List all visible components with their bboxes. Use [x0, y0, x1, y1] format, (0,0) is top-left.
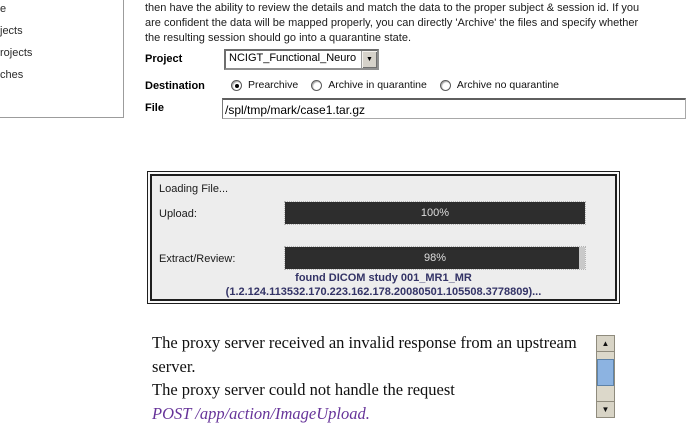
scroll-up-button[interactable] [597, 336, 614, 352]
upload-label: Upload: [159, 208, 197, 220]
file-label: File [145, 102, 164, 114]
radio-prearchive[interactable] [231, 80, 242, 91]
image-upload-request-link[interactable]: POST /app/action/ImageUpload. [152, 403, 370, 423]
destination-label: Destination [145, 80, 205, 92]
loading-panel-inner [150, 174, 617, 301]
extract-review-progress-value: 98% [423, 252, 447, 264]
upload-progress-value: 100% [420, 207, 450, 219]
radio-option-prearchive[interactable] [231, 79, 298, 91]
extract-review-progress-bar [285, 247, 585, 269]
sidebar-panel [0, 0, 124, 118]
chevron-down-icon[interactable]: ▼ [361, 51, 377, 68]
project-label: Project [145, 53, 183, 65]
proxy-error-line1: The proxy server received an invalid response from an upstream [152, 333, 577, 352]
radio-option-archive-quarantine[interactable] [311, 79, 427, 91]
proxy-error-message [152, 331, 577, 425]
dicom-status-line2: (1.2.124.113532.170.223.162.178.20080501.105508.3778809)... [225, 286, 542, 298]
radio-prearchive-label: Prearchive [248, 79, 299, 91]
loading-panel [147, 171, 620, 304]
sidebar-item-1[interactable]: e [0, 3, 7, 15]
proxy-error-line2: server. [152, 356, 196, 376]
upload-progress-bar [285, 202, 585, 224]
loading-title: Loading File... [159, 183, 229, 195]
file-input[interactable] [222, 98, 686, 119]
extract-review-label: Extract/Review: [159, 253, 236, 265]
triangle-up-icon: ▲ [601, 338, 610, 348]
error-scrollbar[interactable] [596, 335, 615, 418]
radio-archive-quarantine-label: Archive in quarantine [328, 79, 427, 91]
scroll-down-button[interactable] [597, 401, 614, 417]
sidebar-item-4[interactable]: ches [0, 69, 24, 81]
sidebar-item-2[interactable]: jects [0, 25, 23, 37]
radio-archive-no-quarantine-label: Archive no quarantine [456, 79, 560, 91]
radio-archive-quarantine[interactable] [311, 80, 322, 91]
project-select-value: NCIGT_Functional_Neuro [229, 52, 357, 64]
intro-text: then have the ability to review the details and match the data to the proper subject & session id. If you are confident the data will be mapped properly, you can directly 'Archive' the files and specify whether the resulting session should go into a quarantine state. [145, 2, 640, 44]
destination-radio-group [231, 79, 559, 91]
radio-dot-icon [235, 84, 239, 88]
triangle-down-icon: ▼ [601, 404, 610, 414]
radio-option-archive-no-quarantine[interactable] [440, 79, 559, 91]
radio-archive-no-quarantine[interactable] [440, 80, 451, 91]
sidebar-item-3[interactable]: rojects [0, 47, 33, 59]
scroll-thumb[interactable] [597, 359, 614, 386]
proxy-error-line3: The proxy server could not handle the request [152, 380, 455, 399]
project-select[interactable] [224, 49, 379, 70]
dicom-status-line1: found DICOM study 001_MR1_MR [295, 272, 472, 284]
